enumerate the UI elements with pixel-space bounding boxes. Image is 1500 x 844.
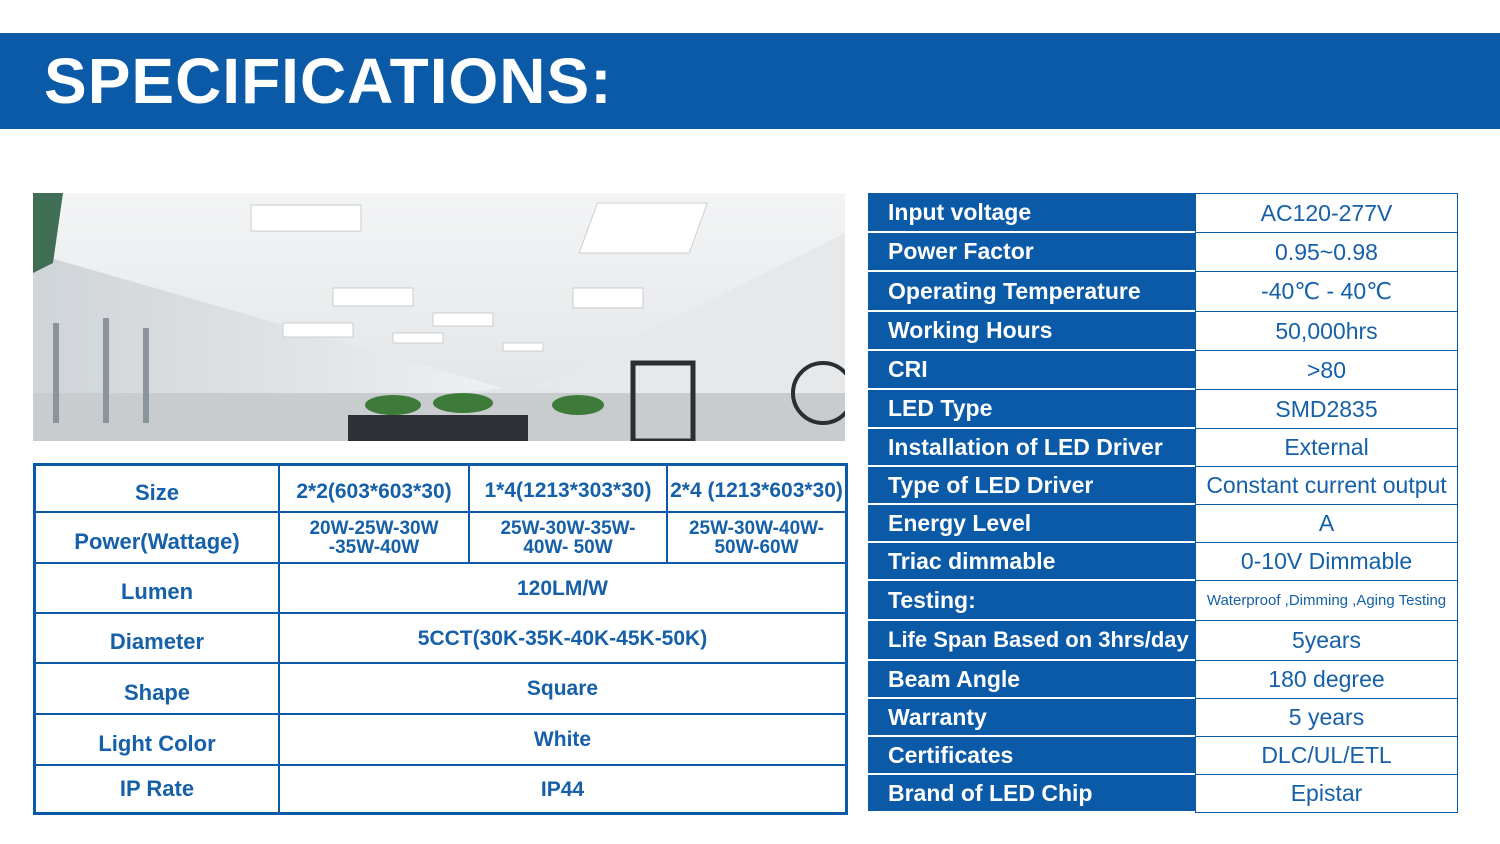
size-cell: 2*2(603*603*30) bbox=[278, 466, 468, 511]
row-label-size: Size bbox=[134, 479, 180, 505]
table-row bbox=[868, 312, 1458, 351]
table-row bbox=[868, 621, 1458, 661]
spec-value: 180 degree bbox=[1195, 661, 1458, 699]
spec-value: 5 years bbox=[1195, 699, 1458, 737]
table-row bbox=[36, 513, 845, 564]
spec-key: Working Hours bbox=[868, 312, 1195, 351]
spec-value: External bbox=[1195, 429, 1458, 467]
spec-key: Installation of LED Driver bbox=[868, 429, 1195, 467]
size-cell: 2*4 (1213*603*30) bbox=[666, 466, 845, 511]
spec-value: SMD2835 bbox=[1195, 390, 1458, 429]
table-row bbox=[868, 505, 1458, 543]
spec-key: Warranty bbox=[868, 699, 1195, 737]
spec-value: A bbox=[1195, 505, 1458, 543]
spec-value: 5years bbox=[1195, 621, 1458, 661]
spec-value: DLC/UL/ETL bbox=[1195, 737, 1458, 775]
table-row bbox=[36, 564, 845, 614]
table-row bbox=[868, 543, 1458, 581]
spec-key: Beam Angle bbox=[868, 661, 1195, 699]
page-title: SPECIFICATIONS: bbox=[44, 45, 613, 117]
spec-key: Life Span Based on 3hrs/day bbox=[868, 621, 1195, 661]
spec-value: >80 bbox=[1195, 351, 1458, 390]
spec-key: Type of LED Driver bbox=[868, 467, 1195, 505]
table-row bbox=[868, 775, 1458, 813]
spec-value: -40℃ - 40℃ bbox=[1195, 272, 1458, 312]
spec-key: Testing: bbox=[868, 581, 1195, 621]
table-row bbox=[36, 664, 845, 715]
table-row bbox=[868, 737, 1458, 775]
row-label-lumen: Lumen bbox=[120, 579, 194, 604]
spec-key: Operating Temperature bbox=[868, 272, 1195, 312]
spec-value: Waterproof ,Dimming ,Aging Testing bbox=[1195, 581, 1458, 621]
table-row bbox=[868, 390, 1458, 429]
table-row bbox=[868, 193, 1458, 233]
spec-key: Certificates bbox=[868, 737, 1195, 775]
table-row bbox=[36, 614, 845, 664]
spec-value: 50,000hrs bbox=[1195, 312, 1458, 351]
diameter-value: 5CCT(30K-35K-40K-45K-50K) bbox=[278, 614, 845, 662]
spec-key: Triac dimmable bbox=[868, 543, 1195, 581]
table-row bbox=[868, 429, 1458, 467]
power-cell: 25W-30W-40W- 50W-60W bbox=[666, 513, 845, 562]
row-label-ip-rate: IP Rate bbox=[119, 776, 195, 801]
office-photo bbox=[33, 193, 845, 441]
spec-value: AC120-277V bbox=[1195, 193, 1458, 233]
size-cell: 1*4(1213*303*30) bbox=[468, 466, 666, 511]
spec-key: Energy Level bbox=[868, 505, 1195, 543]
header-banner bbox=[0, 33, 1500, 129]
spec-key: Input voltage bbox=[868, 193, 1195, 233]
table-row bbox=[868, 233, 1458, 272]
spec-key: LED Type bbox=[868, 390, 1195, 429]
row-label-power: Power(Wattage) bbox=[74, 528, 240, 554]
row-label-shape: Shape bbox=[123, 679, 191, 705]
table-row bbox=[868, 581, 1458, 621]
table-row bbox=[868, 467, 1458, 505]
spec-key: Power Factor bbox=[868, 233, 1195, 272]
office-ceiling-light-photo-icon bbox=[33, 193, 845, 441]
table-row bbox=[36, 715, 845, 766]
spec-value: 0-10V Dimmable bbox=[1195, 543, 1458, 581]
shape-value: Square bbox=[278, 664, 845, 713]
power-cell: 25W-30W-35W- 40W- 50W bbox=[468, 513, 666, 562]
row-label-diameter: Diameter bbox=[109, 629, 205, 654]
lumen-value: 120LM/W bbox=[278, 564, 845, 612]
table-row bbox=[868, 272, 1458, 312]
table-row bbox=[36, 466, 845, 513]
row-label-light-color: Light Color bbox=[98, 730, 216, 756]
light-color-value: White bbox=[278, 715, 845, 764]
table-row bbox=[868, 661, 1458, 699]
spec-value: Epistar bbox=[1195, 775, 1458, 813]
power-cell: 20W-25W-30W -35W-40W bbox=[278, 513, 468, 562]
table-row bbox=[868, 351, 1458, 390]
spec-key: Brand of LED Chip bbox=[868, 775, 1195, 813]
ip-rate-value: IP44 bbox=[278, 766, 845, 812]
table-row bbox=[868, 699, 1458, 737]
left-spec-table bbox=[33, 463, 848, 815]
spec-key: CRI bbox=[868, 351, 1195, 390]
spec-value: Constant current output bbox=[1195, 467, 1458, 505]
spec-value: 0.95~0.98 bbox=[1195, 233, 1458, 272]
table-row bbox=[36, 766, 845, 812]
